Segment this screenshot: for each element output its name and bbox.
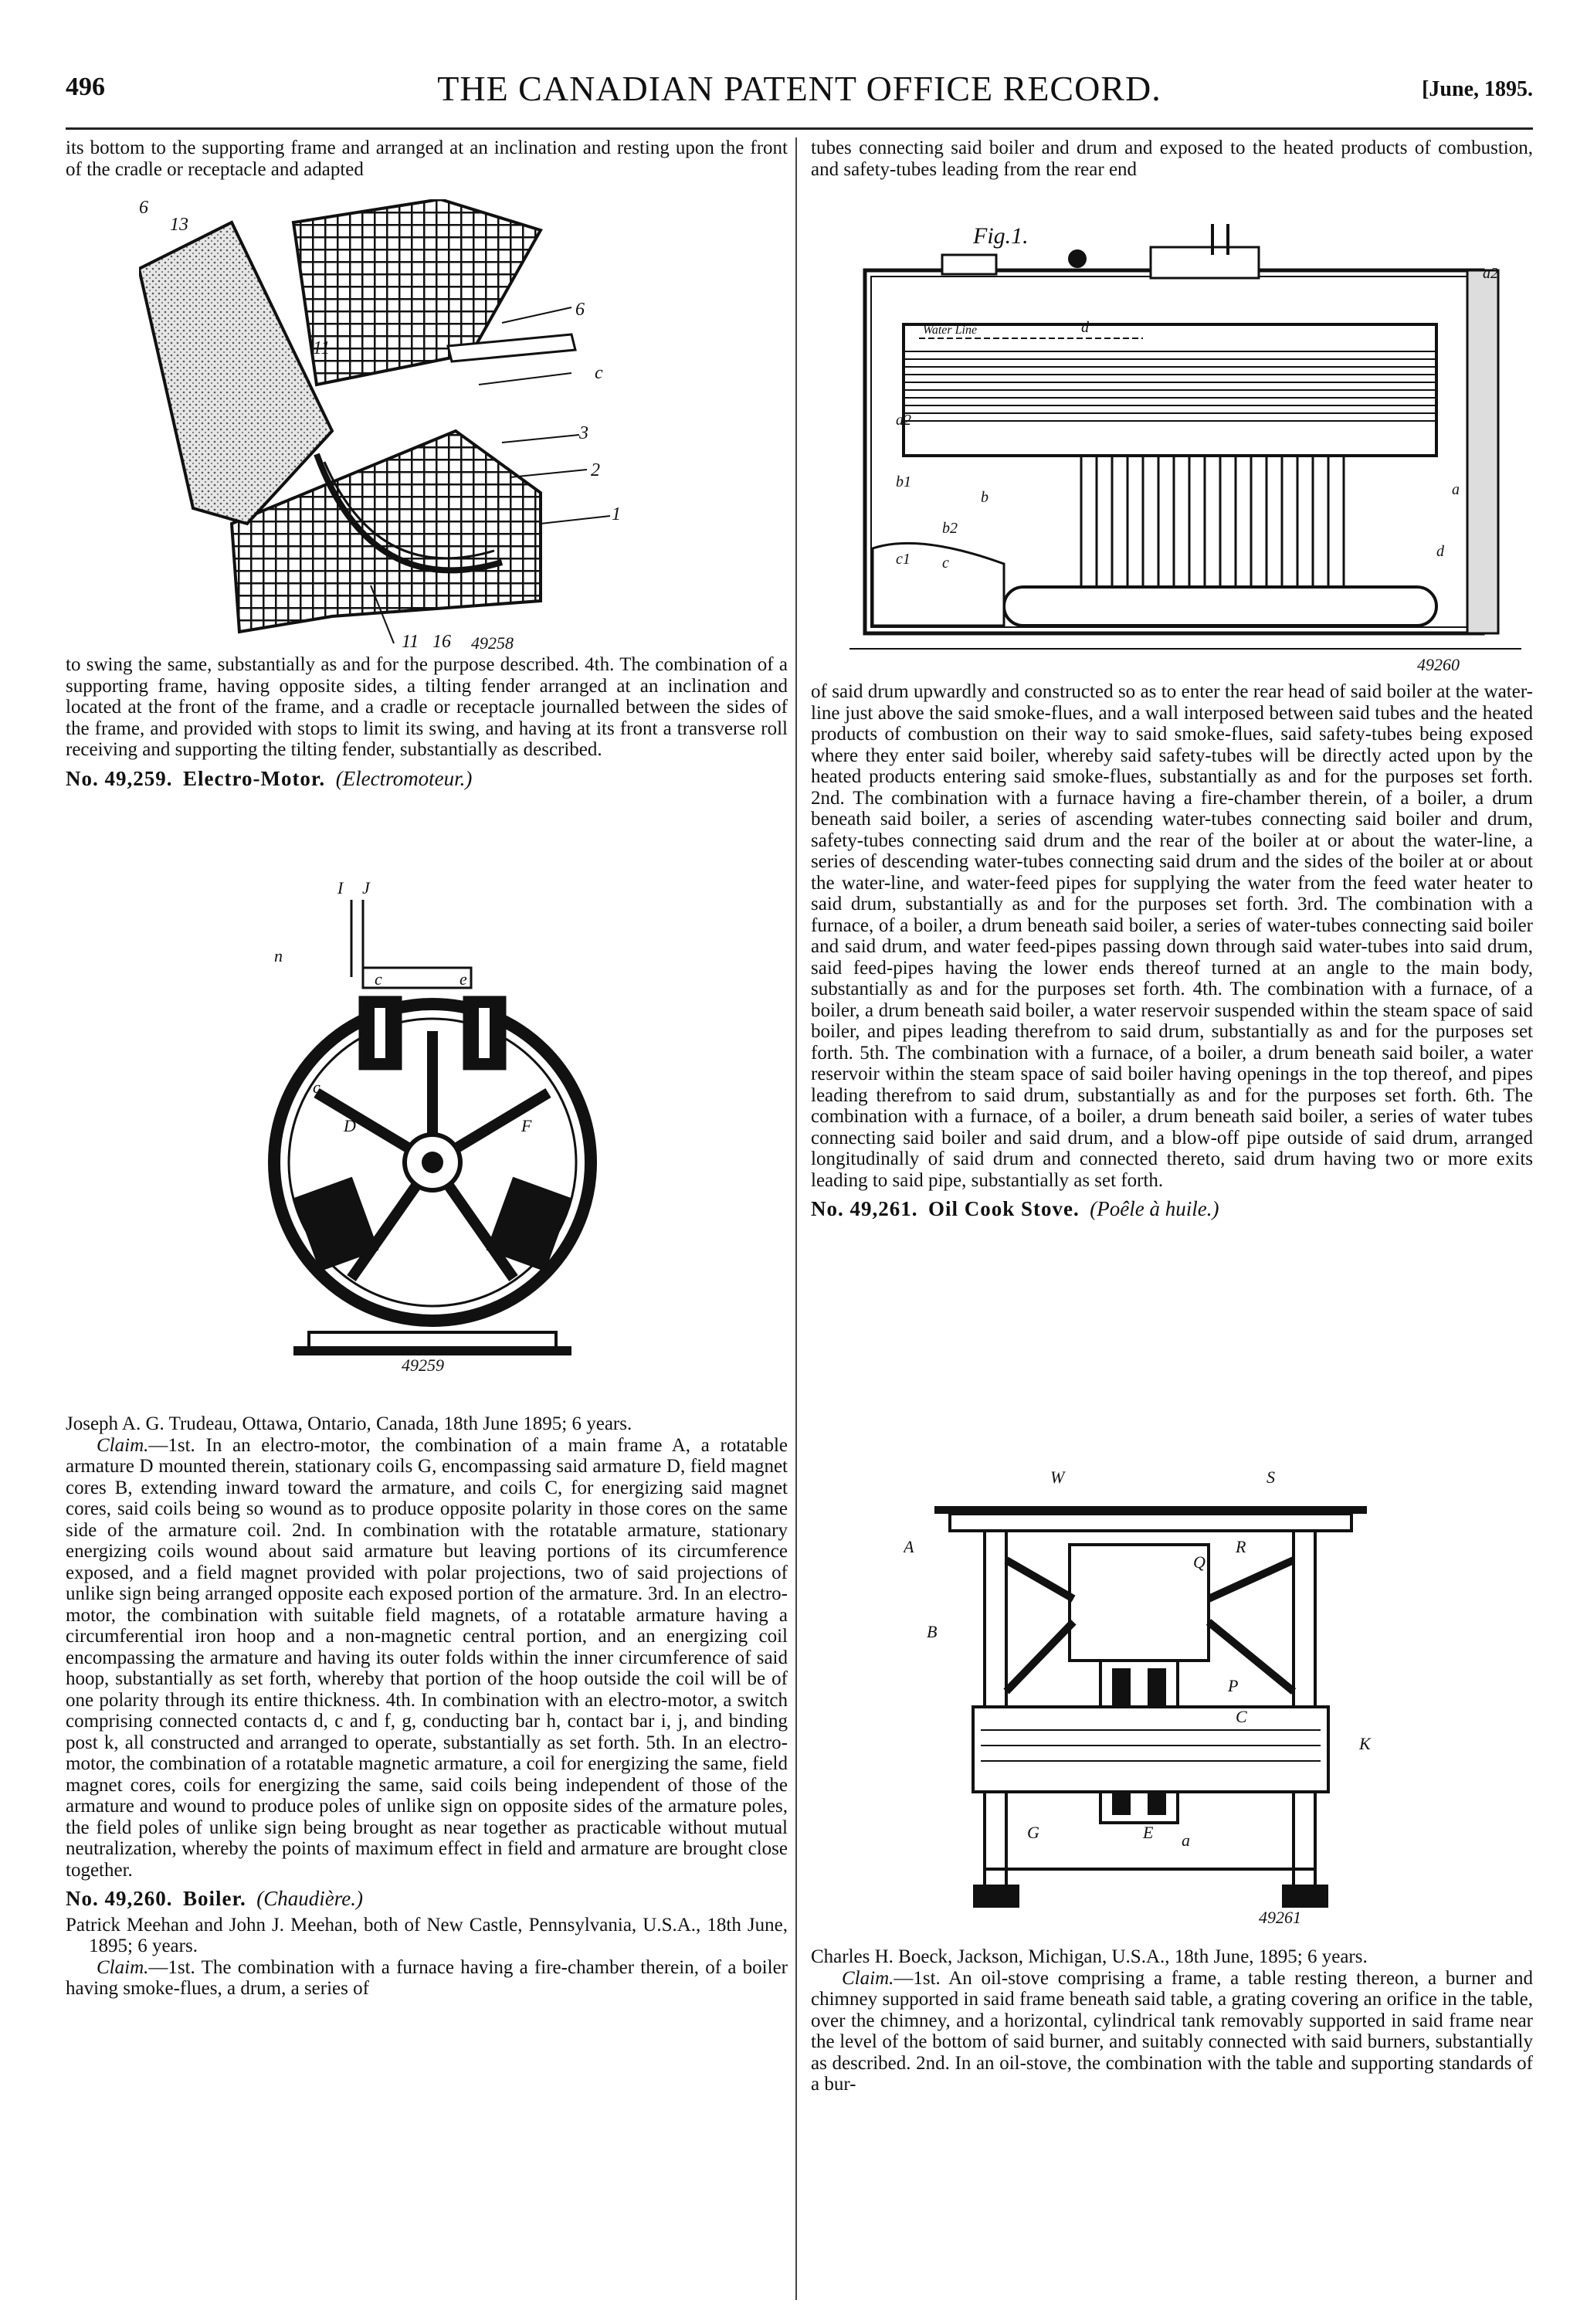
svg-text:13: 13	[170, 215, 188, 235]
svg-text:c: c	[595, 363, 603, 383]
patent-french-title: (Electromoteur.)	[335, 766, 473, 790]
svg-text:11: 11	[313, 338, 331, 358]
svg-text:6: 6	[139, 199, 148, 218]
continued-claim-text: tubes connecting said boiler and drum and exposed to the heated products of combustion, and safety-tubes leading from the rear end	[811, 137, 1533, 180]
svg-text:b2: b2	[942, 520, 958, 537]
svg-text:3: 3	[579, 423, 588, 443]
figure-number: 49258	[471, 633, 514, 651]
left-column-top	[66, 137, 788, 180]
svg-text:W: W	[1050, 1467, 1065, 1487]
svg-text:c: c	[313, 1077, 320, 1097]
svg-text:a2: a2	[896, 412, 911, 429]
svg-text:K: K	[1359, 1734, 1371, 1753]
svg-text:c: c	[942, 555, 949, 572]
svg-text:J: J	[362, 878, 370, 897]
svg-text:c: c	[375, 969, 382, 989]
patent-heading-49259	[66, 768, 788, 790]
claim-label: Claim.	[842, 1967, 894, 1989]
svg-text:S: S	[1267, 1467, 1275, 1487]
svg-text:6: 6	[575, 300, 585, 320]
continued-claim-text-2: of said drum upwardly and constructed so as to enter the rear head of said boiler at the water-line just above the said smoke-flues, and a wall interposed between said tubes and the heated products of combustion on their way to said smoke-flues, said safety-tubes being exposed where they enter said boiler, whereby said safety-tubes will be directly acted upon by the heated products entering said smoke-flues, substantially as and for the purposes set forth. 2nd. The combination with a furnace having a fire-chamber therein, of a boiler, a drum beneath said boiler, a series of ascending water-tubes connecting said boiler and drum, safety-tubes connecting said drum and the rear of the boiler at or about the water-line, a series of descending water-tubes connecting said drum and the sides of the boiler at or about the water-line, and water-feed pipes for supplying the water from the feed water heater to said drum, substantially as and for the purposes set forth. 3rd. The combination with a furnace, of a boiler, a drum beneath said boiler, a series of water-tubes connecting said boiler and said drum, and water feed-pipes passing down through said water-tubes into said drum, said feed-pipes having the lower ends thereof turned at an angle to the main body, substantially as and for the purposes set forth. 4th. The combination with a furnace, of a boiler, a drum beneath said boiler, a water reservoir suspended within the steam space of said boiler, and pipes leading therefrom to said drum, substantially as and for the purposes set forth. 5th. The combination with a furnace, of a boiler, a drum beneath said boiler, a water reservoir within the steam space of said boiler having openings in the top thereof, and pipes leading therefrom to said drum, substantially as and for the purposes set forth. 6th. The combination with a furnace, of a boiler, a drum beneath said boiler, a series of water tubes connecting said boiler and said drum, and a blow-off pipe outside of said drum, arranged longitudinally of said drum and connected thereto, said drum having two or more exits leading to said pipe, substantially as set forth.	[811, 681, 1533, 1191]
svg-text:A: A	[904, 1537, 914, 1556]
svg-text:a: a	[1452, 481, 1460, 498]
svg-text:n: n	[274, 946, 283, 965]
claim-text-49259: —1st. In an electro-motor, the combination of a main frame A, a rotatable armature D mounted therein, stationary coils G, encompassing said armature D, field magnet cores B, extending inward toward the armature, and coils C, for energizing said magnet cores, said coils being so wound as to produce opposite polarity in those cores on the same side of the armature coil. 2nd. In combination with the rotatable armature, stationary energizing coils wound about said armature but leaving portions of its circumference exposed, and a field magnet provided with polar projections, two of said projections of unlike sign being arranged opposite each exposed portion of the armature. 3rd. In an electro-motor, the combination with suitable field magnets, of a rotatable armature having a circumferential iron hoop and a non-magnetic central portion, and an energizing coil encompassing the armature and having its outer folds within the inner circumference of said hoop, substantially as set forth, whereby that portion of the hoop outside the coil will be of one polarity through its entire thickness. 4th. In combination with an electro-motor, a switch comprising connected contacts d, c and f, g, conducting bar h, contact bar i, j, and binding post k, all constructed and arranged to operate, substantially as set forth. 5th. In an electro-motor, the combination of a rotatable magnetic armature, a coil for energizing the same, field magnet cores, coils for energizing the same, said coils being independent of those of the armature and wound to produce poles of unlike sign on opposite sides of the armature poles, the field poles of unlike sign being brought as near together as practicable without mutual neutralization, whereby the points of maximum effect in field and armature are brought close together.	[66, 1434, 788, 1881]
continued-claim-text-2: to swing the same, substantially as and for the purpose described. 4th. The combination of a supporting frame, having opposite sides, a tilting fender arranged at an inclination and located at the front of the frame, and a cradle or receptacle journalled between the sides of the frame, and provided with stops to limit its swing, and having at its front a transverse roll receiving and supporting the tilting fender, substantially as described.	[66, 654, 788, 760]
svg-text:G: G	[1027, 1823, 1039, 1842]
svg-text:b: b	[981, 489, 988, 506]
svg-text:b1: b1	[896, 473, 911, 490]
claim-label: Claim.	[97, 1956, 149, 1978]
left-column-mid	[66, 654, 788, 794]
column-divider	[795, 137, 797, 2300]
patent-title: Oil Cook Stove.	[928, 1197, 1080, 1220]
svg-text:E: E	[1143, 1823, 1154, 1842]
right-column-bottom	[811, 1946, 1533, 2095]
patent-french-title: (Poêle à huile.)	[1090, 1197, 1219, 1220]
svg-text:e: e	[459, 969, 467, 989]
figure-number: 49260	[1417, 655, 1460, 672]
patent-heading-49261	[811, 1199, 1533, 1220]
svg-text:I: I	[337, 878, 344, 897]
water-line-label: Water Line	[923, 324, 978, 337]
svg-text:C: C	[1236, 1707, 1247, 1726]
svg-text:P: P	[1228, 1676, 1239, 1695]
page-number: 496	[66, 73, 105, 101]
svg-text:a2: a2	[1483, 265, 1498, 282]
svg-text:D: D	[344, 1116, 356, 1135]
patent-french-title: (Chaudière.)	[256, 1887, 363, 1910]
boiler-drawing	[849, 224, 1521, 672]
claim-text-49260: —1st. The combination with a furnace having a fire-chamber therein, of a boiler having smoke-flues, a drum, a series of	[66, 1956, 788, 1999]
svg-text:16: 16	[432, 632, 451, 651]
patent-title: Electro-Motor.	[183, 766, 326, 790]
svg-text:a: a	[1182, 1830, 1190, 1850]
svg-text:Q: Q	[1193, 1552, 1206, 1572]
figure-number: 49259	[402, 1355, 444, 1371]
patent-inventor-49261: Charles H. Boeck, Jackson, Michigan, U.S.A., 18th June, 1895; 6 years.	[811, 1946, 1368, 1967]
svg-text:2: 2	[591, 460, 600, 480]
journal-title: THE CANADIAN PATENT OFFICE RECORD.	[437, 69, 1161, 108]
figure-number: 49261	[1259, 1908, 1301, 1923]
svg-text:d: d	[1436, 543, 1444, 560]
patent-figure-49259	[266, 877, 599, 1371]
fender-cradle-drawing	[139, 199, 741, 651]
page-header	[66, 68, 1533, 114]
svg-text:d: d	[1081, 319, 1089, 336]
svg-text:B: B	[927, 1622, 938, 1641]
issue-date: [June, 1895.	[1422, 77, 1533, 101]
patent-figure-49258	[139, 199, 741, 651]
continued-claim-text: its bottom to the supporting frame and arranged at an inclination and resting upon the front of the cradle or receptacle and adapted	[66, 137, 788, 180]
right-column-mid	[811, 681, 1533, 1225]
patent-heading-49260	[66, 1888, 788, 1910]
svg-text:R: R	[1236, 1537, 1246, 1556]
svg-text:1: 1	[612, 504, 621, 524]
left-column-bottom	[66, 1413, 788, 2000]
patent-number: No. 49,260.	[66, 1887, 173, 1910]
svg-text:c1: c1	[896, 551, 910, 568]
header-rule	[66, 127, 1533, 130]
oil-stove-drawing	[904, 1467, 1398, 1923]
patent-inventor-49259: Joseph A. G. Trudeau, Ottawa, Ontario, Canada, 18th June 1895; 6 years.	[66, 1413, 632, 1434]
patent-number: No. 49,259.	[66, 766, 173, 790]
patent-inventor-49260: Patrick Meehan and John J. Meehan, both of New Castle, Pennsylvania, U.S.A., 18th June, 1895; 6 years.	[66, 1914, 788, 1956]
claim-text-49261: —1st. An oil-stove comprising a frame, a table resting thereon, a burner and chimney supported in said frame beneath said table, a grating covering an orifice in the table, over the chimney, and a horizontal, cylindrical tank removably supported in said frame near the level of the bottom of said burner, and suitably connected with said burners, substantially as described. 2nd. In an oil-stove, the combination with the table and supporting standards of a bur-	[811, 1967, 1533, 2095]
patent-title: Boiler.	[183, 1887, 246, 1910]
figure-label: Fig.1.	[973, 224, 1029, 249]
patent-number: No. 49,261.	[811, 1197, 918, 1220]
patent-figure-49261	[904, 1467, 1398, 1923]
right-column-top	[811, 137, 1533, 180]
patent-figure-49260	[849, 224, 1521, 672]
electro-motor-drawing	[266, 877, 599, 1371]
svg-text:F: F	[521, 1116, 532, 1135]
claim-label: Claim.	[97, 1434, 149, 1456]
svg-text:11: 11	[402, 632, 419, 651]
